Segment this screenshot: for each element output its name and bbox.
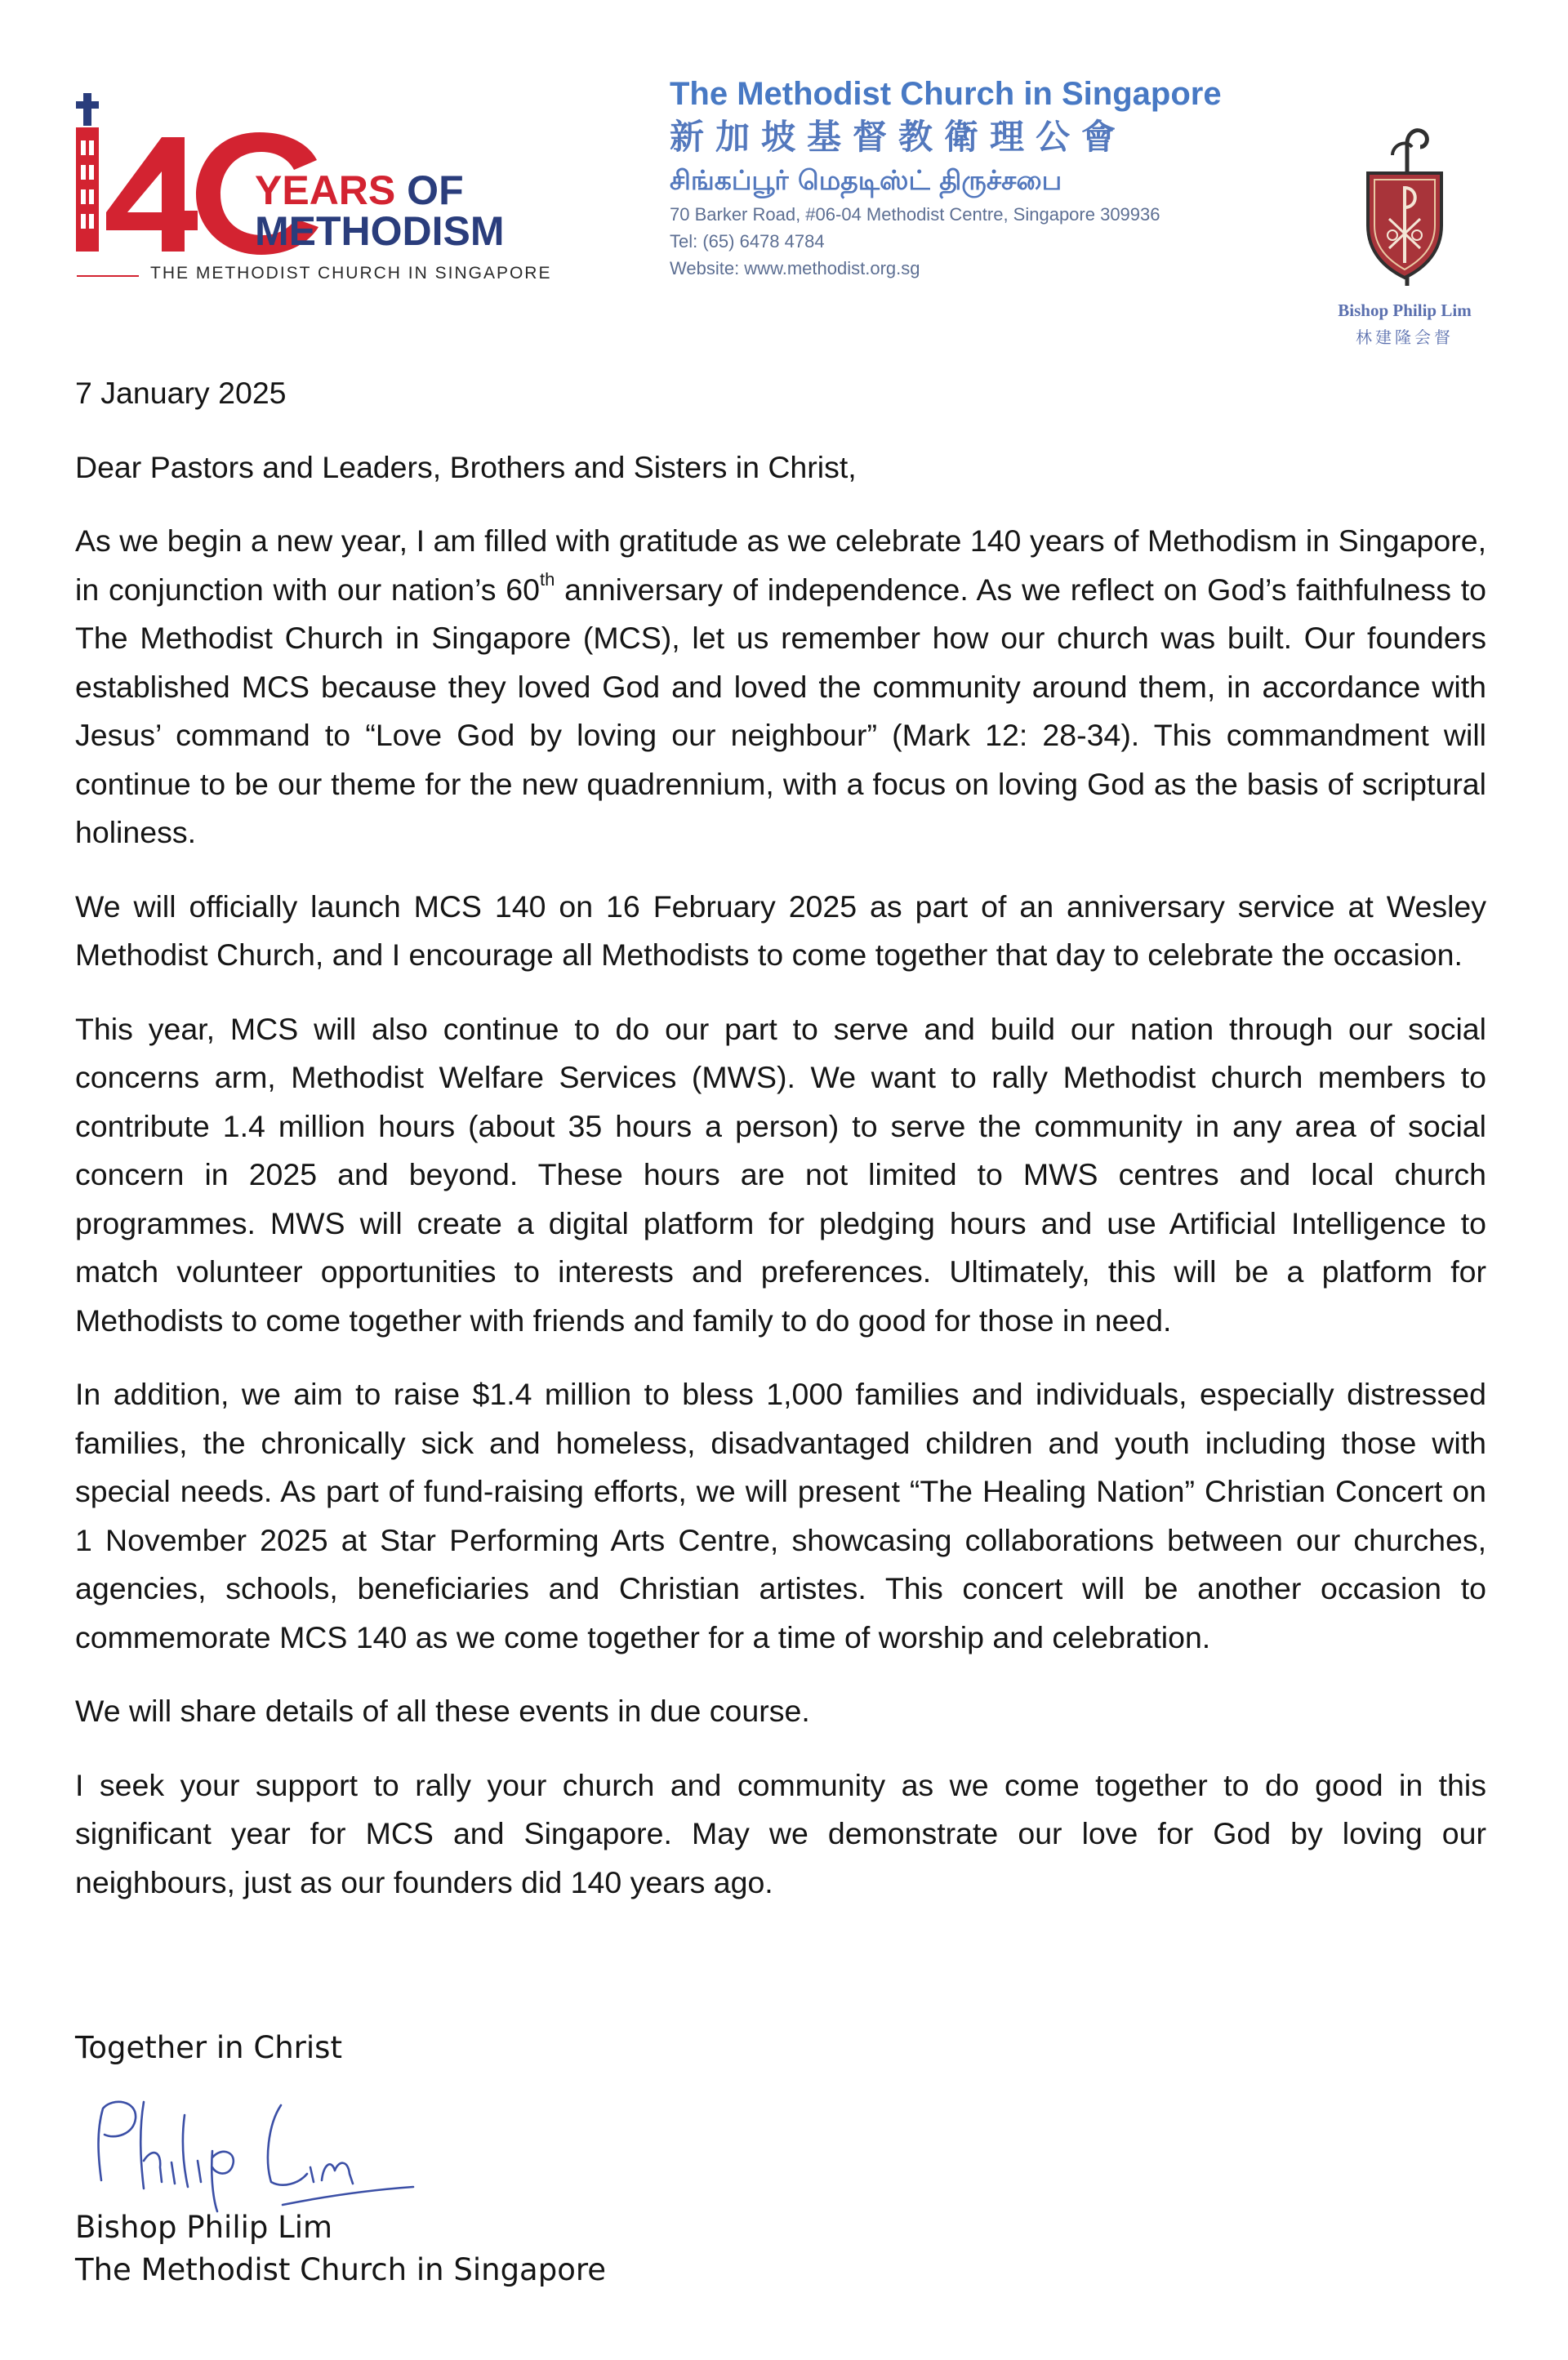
paragraph-6: I seek your support to rally your church and community as we come together to do good in this significant year for MCS and Singapore. May we demonstrate our love for God by loving our neighbours, just as our founders did 140 years ago. <box>75 1767 1486 1899</box>
church-name-chinese: 新加坡基督教衛理公會 <box>670 117 1128 157</box>
letter-date: 7 January 2025 <box>75 376 287 410</box>
signer-organisation: The Methodist Church in Singapore <box>75 2252 607 2287</box>
crozier-shield-emblem-icon <box>1360 122 1450 294</box>
church-address: 70 Barker Road, #06-04 Methodist Centre, Singapore 309936 <box>670 204 1160 225</box>
church-name-tamil: சிங்கப்பூர் மெதடிஸ்ட் திருச்சபை <box>670 164 1062 196</box>
church-tower-graphic <box>76 127 99 252</box>
tagline-rule <box>77 275 139 277</box>
paragraph-4: In addition, we aim to raise $1.4 million to bless 1,000 families and individuals, especially distressed families, the chronically sick and homeless, disadvantaged children and youth including those with special needs. As part of fund-raising efforts, we will present “The Healing Nation” Christian Concert on 1 November 2025 at Star Performing Arts Centre, showcasing collaborations between our churches, agencies, schools, beneficiaries and Christian artistes. This concert will be another occasion to commemorate MCS 140 as we come together for a time of worship and celebration. <box>75 1377 1486 1654</box>
church-letterhead <box>670 73 1323 302</box>
paragraph-3: This year, MCS will also continue to do our part to serve and build our nation through our social concerns arm, Methodist Welfare Services (MWS). We want to rally Methodist church members to contribute 1.4 million hours (about 35 hours a person) to serve the community in any area of social concern in 2025 and beyond. These hours are not limited to MWS centres and local church programmes. MWS will create a digital platform for pledging hours and use Artificial Intelligence to match volunteer opportunities to interests and preferences. Ultimately, this will be a platform for Methodists to come together with friends and family to do good for those in need. <box>75 1011 1486 1338</box>
ordinal-superscript: th <box>539 569 555 590</box>
handwritten-signature <box>90 2082 433 2213</box>
paragraph-1-part-a: As we begin a new year, I am filled with gratitude as we celebrate 140 years of Methodism in Singapore, in conjunction with our nation’s 60 <box>75 523 1486 607</box>
letter-body <box>75 369 1486 1932</box>
paragraph-2: We will officially launch MCS 140 on 16 February 2025 as part of an anniversary service at Wesley Methodist Church, and I encourage all Methodists to come together that day to celebrate the occasion. <box>75 888 1486 972</box>
cross-icon <box>83 93 91 126</box>
church-name: The Methodist Church in Singapore <box>670 76 1222 112</box>
letter-salutation: Dear Pastors and Leaders, Brothers and Sisters in Christ, <box>75 449 857 484</box>
paragraph-1-part-b: anniversary of independence. As we reflect on God’s faithfulness to The Methodist Church in Singapore (MCS), let us remember how our church was built. Our founders established MCS because they loved God and loved the community around them, in accordance with Jesus’ command to “Love God by loving our neighbour” (Mark 12: 28-34). This commandment will continue to be our theme for the new quadrennium, with a focus on loving God as the basis of scriptural holiness. <box>75 572 1486 849</box>
bishop-name-chinese: 林建隆会督 <box>1356 327 1454 347</box>
tagline-text: THE METHODIST CHURCH IN SINGAPORE <box>150 264 552 283</box>
logo-methodism-text: METHODISM <box>255 208 505 254</box>
signer-block <box>75 2206 606 2291</box>
logo-line-years-of <box>255 167 464 213</box>
church-website: Website: www.methodist.org.sg <box>670 258 920 278</box>
logo-years-text: YEARS <box>255 167 396 213</box>
bishop-emblem <box>1307 122 1503 367</box>
paragraph-1 <box>75 517 1486 857</box>
logo-of-text: OF <box>407 167 464 213</box>
anniversary-logo <box>74 90 612 294</box>
signer-name: Bishop Philip Lim <box>75 2210 333 2245</box>
paragraph-5: We will share details of all these events in due course. <box>75 1694 810 1728</box>
logo-tagline <box>74 264 612 288</box>
church-tel: Tel: (65) 6478 4784 <box>670 231 825 252</box>
sign-off: Together in Christ <box>75 2030 342 2065</box>
bishop-name: Bishop Philip Lim <box>1338 301 1472 320</box>
